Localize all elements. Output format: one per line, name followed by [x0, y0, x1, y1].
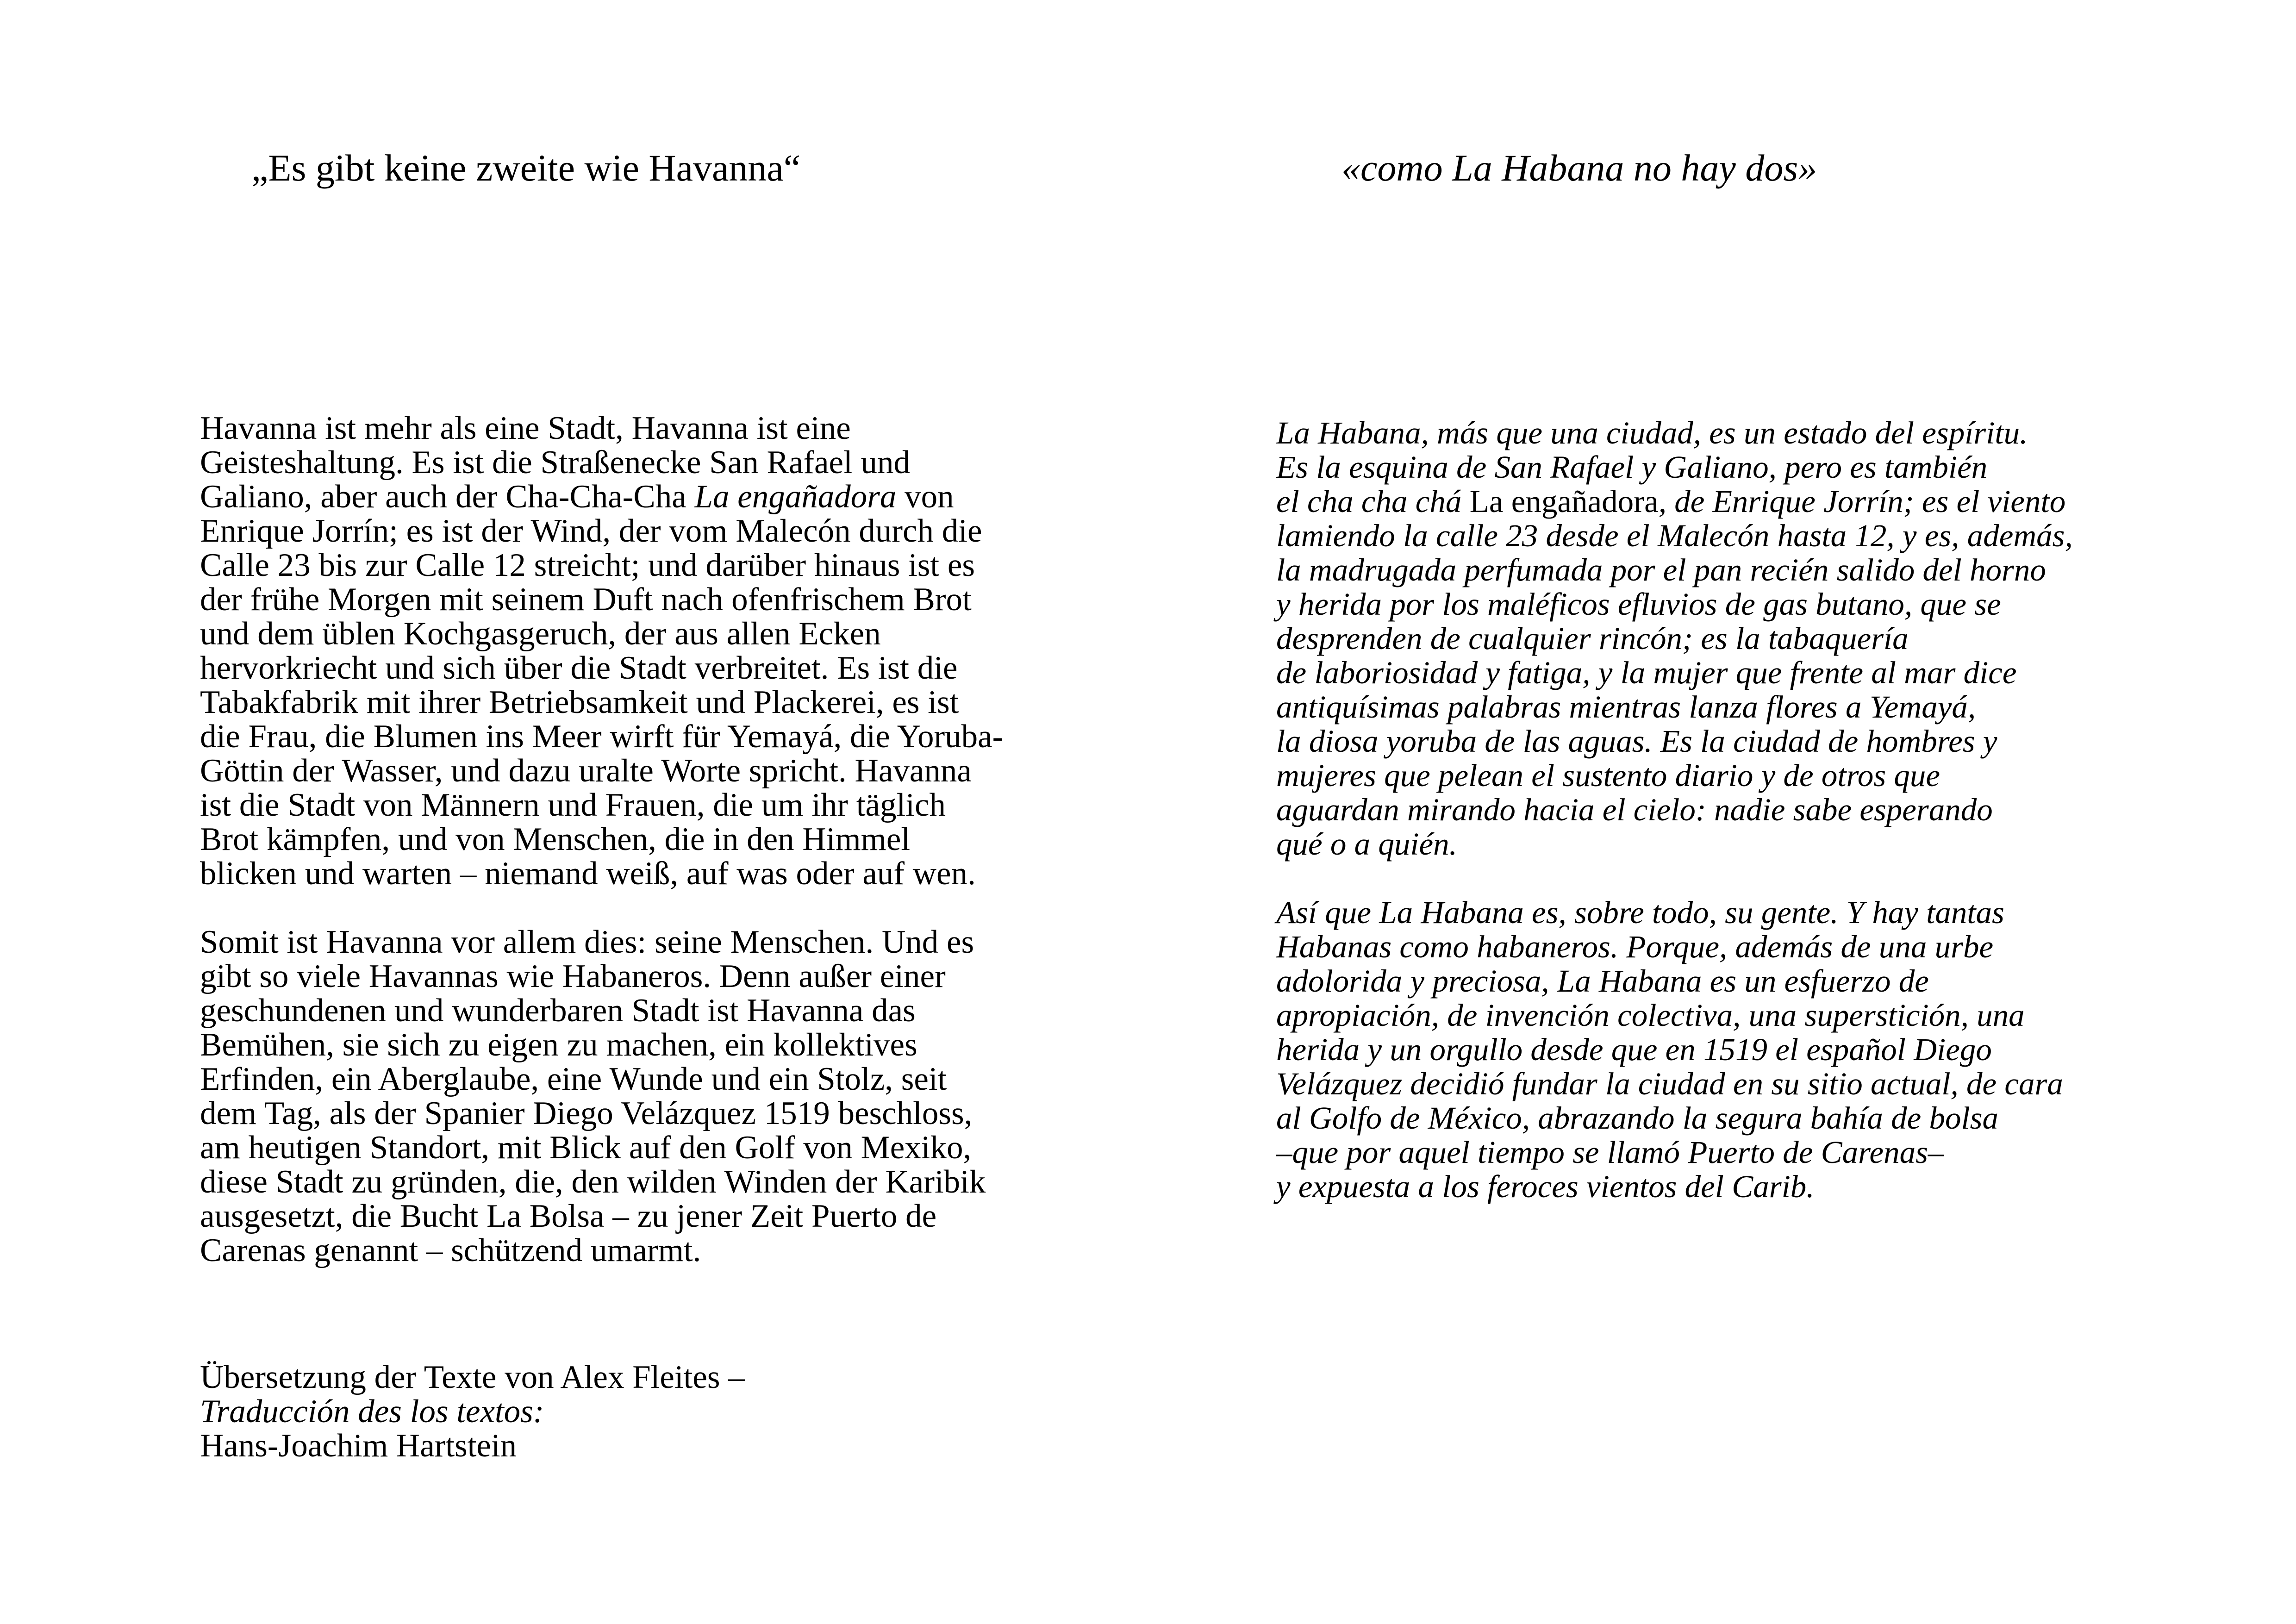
text-line: y herida por los maléficos efluvios de gas butano, que se	[1276, 587, 2001, 622]
credits-line-german: Übersetzung der Texte von Alex Fleites –	[200, 1359, 745, 1395]
text-line: desprenden de cualquier rincón; es la tabaquería	[1276, 621, 1909, 656]
text-line: die Frau, die Blumen ins Meer wirft für Yemayá, die Yoruba-	[200, 718, 1004, 755]
text-line: geschundenen und wunderbaren Stadt ist Havanna das	[200, 993, 916, 1029]
text-line: Brot kämpfen, und von Menschen, die in den Himmel	[200, 821, 911, 857]
credits-line-spanish: Traducción des los textos:	[200, 1393, 544, 1430]
text-line: am heutigen Standort, mit Blick auf den Golf von Mexiko,	[200, 1130, 972, 1166]
text-line: antiquísimas palabras mientras lanza flores a Yemayá,	[1276, 689, 1976, 725]
spanish-text-column	[1276, 416, 2073, 1238]
text-line: aguardan mirando hacia el cielo: nadie sabe esperando	[1276, 792, 1993, 827]
text-line: der frühe Morgen mit seinem Duft nach ofenfrischem Brot	[200, 581, 972, 618]
spanish-paragraph-2	[1276, 895, 2073, 1204]
text-line: Carenas genannt – schützend umarmt.	[200, 1232, 701, 1268]
text-line: Erfinden, ein Aberglaube, eine Wunde und ein Stolz, seit	[200, 1061, 947, 1097]
text-line: Calle 23 bis zur Calle 12 streicht; und darüber hinaus ist es	[200, 547, 975, 583]
text-line: Es la esquina de San Rafael y Galiano, pero es también	[1276, 450, 1988, 485]
text-segment: , de Enrique Jorrín; es el viento	[1658, 484, 2066, 519]
text-line: Así que La Habana es, sobre todo, su gente. Y hay tantas	[1276, 895, 2004, 930]
text-segment: el cha cha chá	[1276, 484, 1470, 519]
song-title: La engañadora	[1469, 484, 1659, 519]
text-line: qué o a quién.	[1276, 826, 1457, 862]
title-spanish: «como La Habana no hay dos»	[1341, 147, 1817, 189]
text-line: –que por aquel tiempo se llamó Puerto de Carenas–	[1276, 1135, 1944, 1170]
text-line: Habanas como habaneros. Porque, además de una urbe	[1276, 929, 1994, 964]
text-line: ausgesetzt, die Bucht La Bolsa – zu jener Zeit Puerto de	[200, 1198, 937, 1234]
text-line: Enrique Jorrín; es ist der Wind, der vom Malecón durch die	[200, 513, 982, 549]
text-line: herida y un orgullo desde que en 1519 el español Diego	[1276, 1032, 1992, 1067]
text-line: Göttin der Wasser, und dazu uralte Worte spricht. Havanna	[200, 753, 972, 789]
text-line: und dem üblen Kochgasgeruch, der aus allen Ecken	[200, 616, 881, 652]
text-line: blicken und warten – niemand weiß, auf was oder auf wen.	[200, 856, 976, 892]
text-segment: Galiano, aber auch der Cha-Cha-Cha	[200, 479, 695, 515]
text-line: mujeres que pelean el sustento diario y de otros que	[1276, 758, 1940, 793]
text-line: Somit ist Havanna vor allem dies: seine Menschen. Und es	[200, 924, 974, 960]
text-line: diese Stadt zu gründen, die, den wilden Winden der Karibik	[200, 1164, 986, 1200]
text-line	[200, 480, 1003, 514]
text-line: Geisteshaltung. Es ist die Straßenecke San Rafael und	[200, 444, 910, 481]
text-line	[1276, 484, 2073, 518]
text-line: apropiación, de invención colectiva, una superstición, una	[1276, 998, 2025, 1033]
text-line: ist die Stadt von Männern und Frauen, die um ihr täglich	[200, 787, 946, 823]
text-line: Velázquez decidió fundar la ciudad en su sitio actual, de cara	[1276, 1066, 2063, 1101]
title-german: „Es gibt keine zweite wie Havanna“	[251, 147, 801, 189]
text-line: Havanna ist mehr als eine Stadt, Havanna ist eine	[200, 410, 851, 446]
text-line: gibt so viele Havannas wie Habaneros. Denn außer einer	[200, 958, 946, 994]
text-segment: von	[896, 479, 954, 515]
text-line: la madrugada perfumada por el pan recién salido del horno	[1276, 552, 2046, 587]
text-line: de laboriosidad y fatiga, y la mujer que frente al mar dice	[1276, 655, 2017, 690]
text-line: adolorida y preciosa, La Habana es un esfuerzo de	[1276, 963, 1929, 999]
german-text-column	[200, 411, 1003, 1302]
german-paragraph-1	[200, 411, 1003, 891]
text-line: hervorkriecht und sich über die Stadt verbreitet. Es ist die	[200, 650, 958, 686]
text-line: Bemühen, sie sich zu eigen zu machen, ein kollektives	[200, 1027, 917, 1063]
german-paragraph-2	[200, 925, 1003, 1268]
text-line: Tabakfabrik mit ihrer Betriebsamkeit und Plackerei, es ist	[200, 684, 959, 720]
song-title: La engañadora	[694, 479, 897, 515]
text-line: al Golfo de México, abrazando la segura bahía de bolsa	[1276, 1100, 1999, 1136]
text-line: La Habana, más que una ciudad, es un estado del espíritu.	[1276, 415, 2028, 450]
translation-credits	[200, 1360, 745, 1463]
text-line: y expuesta a los feroces vientos del Carib.	[1276, 1169, 1815, 1204]
text-line: dem Tag, als der Spanier Diego Velázquez 1519 beschloss,	[200, 1095, 973, 1131]
text-line: la diosa yoruba de las aguas. Es la ciudad de hombres y	[1276, 724, 1997, 759]
translator-name: Hans-Joachim Hartstein	[200, 1428, 517, 1464]
spanish-paragraph-1	[1276, 416, 2073, 861]
text-line: lamiendo la calle 23 desde el Malecón hasta 12, y es, además,	[1276, 518, 2073, 553]
